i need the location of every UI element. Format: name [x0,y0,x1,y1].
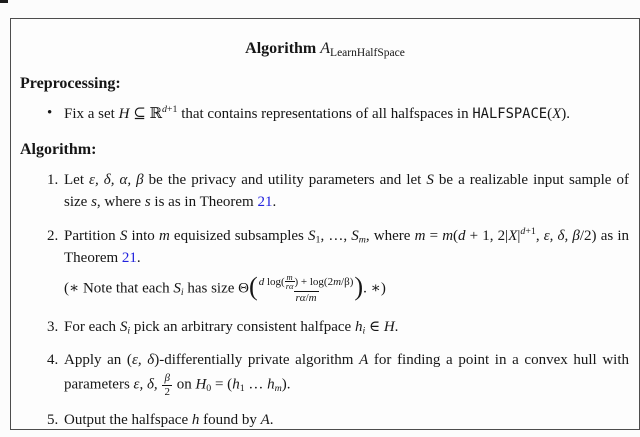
text-segment: H [383,318,395,335]
text-segment: 2 [164,385,170,398]
text-segment: S [173,280,181,297]
text-segment: i [362,325,366,337]
text-segment: A [359,352,369,369]
preprocessing-heading: Preprocessing: [20,75,121,92]
text-segment: + 1, 2| [465,227,509,244]
text-segment: h [232,376,240,393]
text-segment: . ∗) [363,280,386,297]
text-segment: ). [281,376,291,393]
text-segment: Apply an ( [64,352,132,369]
text-segment: (∗ Note that each [64,280,174,297]
text-segment: 1 [239,383,245,395]
text-segment: d [258,275,265,288]
item-content [64,349,630,398]
text-segment: X [508,227,518,244]
text-segment: log( [264,275,285,288]
text-segment: d [520,225,526,237]
item-content [64,409,630,430]
text-segment: ε, δ, α, β [89,171,144,188]
item-marker: 2. [47,227,59,244]
list-item-step-3 [47,316,630,339]
text-segment: m [274,383,282,395]
text-segment: , where [365,227,415,244]
text-segment: m [414,227,426,244]
text-segment: m [286,271,293,282]
list-item-step-2 [47,225,630,305]
text-segment: ε, δ [131,352,155,369]
item-content [64,225,630,305]
text-segment: , [535,227,544,244]
text-segment: be the privacy and utility parameters and let [143,171,427,188]
text-segment: = ( [211,376,233,393]
text-segment: … [244,376,268,393]
algorithm-title [20,40,630,58]
text-segment: /β) [341,275,354,288]
text-segment: ) [354,271,364,301]
text-segment: | [517,227,521,244]
text-segment: = [425,227,443,244]
text-segment: A [320,40,331,57]
text-segment: is as in Theorem [150,194,258,210]
text-segment: into [127,227,159,244]
text-segment: S [119,227,128,244]
list-item-step-5 [47,409,630,430]
text-segment: ⊆ [129,106,150,122]
text-segment: Algorithm [245,40,321,57]
text-segment: m [333,275,342,288]
text-segment: , …, [320,227,352,244]
text-segment: m [358,233,366,245]
text-segment: ε, δ, [133,376,158,393]
text-segment: . [272,194,277,210]
text-segment: ( [248,271,258,301]
text-segment: ( [547,106,553,122]
text-segment: i [127,325,131,337]
text-segment: s [91,194,97,210]
text-segment: S [308,227,316,244]
text-segment: be a realizable input sample of size [64,171,629,210]
theorem-21-link[interactable]: 21 [257,194,273,210]
superscript [520,226,535,237]
text-segment: Output the halfspace [64,412,192,429]
algorithm-box [10,18,640,430]
text-segment: ). [561,106,571,122]
text-segment [158,377,162,393]
text-segment: . [394,318,399,335]
algorithm-steps-list [20,169,630,431]
text-segment: s [144,194,151,210]
text-segment: Partition [64,227,120,244]
item-content [64,102,630,126]
text-segment: +1 [525,225,536,237]
text-segment: h [267,376,275,393]
text-segment: d [161,104,167,115]
corner-crop-artifact [0,0,8,3]
item-marker: 4. [47,352,59,369]
text-segment: A [260,412,270,429]
fraction [162,372,172,398]
algorithm-heading: Algorithm: [20,140,97,158]
item-content [64,316,630,339]
fraction [259,273,354,305]
text-segment: for finding a point in a convex hull with parameters [64,352,629,393]
text-segment: rα [285,281,294,292]
text-segment: has size Θ [183,280,249,297]
theorem-21-link[interactable]: 21 [121,250,137,266]
text-segment: d [458,227,466,244]
text-segment: m [308,292,317,305]
text-segment: 0 [206,383,212,395]
text-segment: m [158,227,170,244]
fraction [285,273,295,292]
item-content [64,169,630,214]
text-segment: For each [64,318,120,335]
text-segment: rα [295,292,306,305]
item-marker: 1. [47,171,59,188]
text-segment: equisized subsamples [169,227,309,244]
text-segment: on [172,376,196,393]
text-segment: H [118,106,130,122]
text-segment: HALFSPACE [472,106,548,122]
text-segment: ∈ [365,318,384,335]
list-item-step-1 [47,169,630,214]
text-segment: X [552,106,562,122]
preprocessing-list [20,102,630,126]
text-segment: ( [453,227,459,244]
text-segment: ℝ [149,104,162,122]
text-segment: 1 [315,233,321,245]
step-note [64,273,629,305]
text-segment: h [354,318,363,335]
list-item-step-4 [47,349,630,398]
text-segment: Let [64,171,90,188]
superscript [162,104,177,115]
text-segment: ε, δ, β [543,227,580,244]
text-segment: , where [96,194,145,210]
text-segment: that contains representations of all halfspaces in [177,106,473,122]
text-segment: h [191,412,200,429]
text-segment: . [269,412,274,429]
text-segment: / [305,292,309,305]
item-marker: • [47,105,53,121]
text-segment: S [351,227,359,244]
text-segment: H [195,376,207,393]
item-marker: 5. [47,412,59,429]
text-segment: )-differentially private algorithm [154,352,360,369]
text-segment: found by [199,412,261,429]
text-segment: . [136,250,141,266]
text-segment: S [119,318,128,335]
text-segment: LearnHalfSpace [330,46,405,59]
list-item-bullet-1 [47,102,630,126]
text-segment: ) + log(2 [294,275,334,288]
text-segment: +1 [166,104,178,115]
text-segment: i [180,286,184,298]
text-segment: S [426,171,434,188]
text-segment: pick an arbitrary consistent halfpace [130,318,355,335]
text-segment: β [164,371,170,384]
text-segment: /2) as in Theorem [64,227,630,266]
text-segment: m [442,227,454,244]
item-marker: 3. [47,318,59,335]
text-segment: Fix a set [64,106,119,122]
